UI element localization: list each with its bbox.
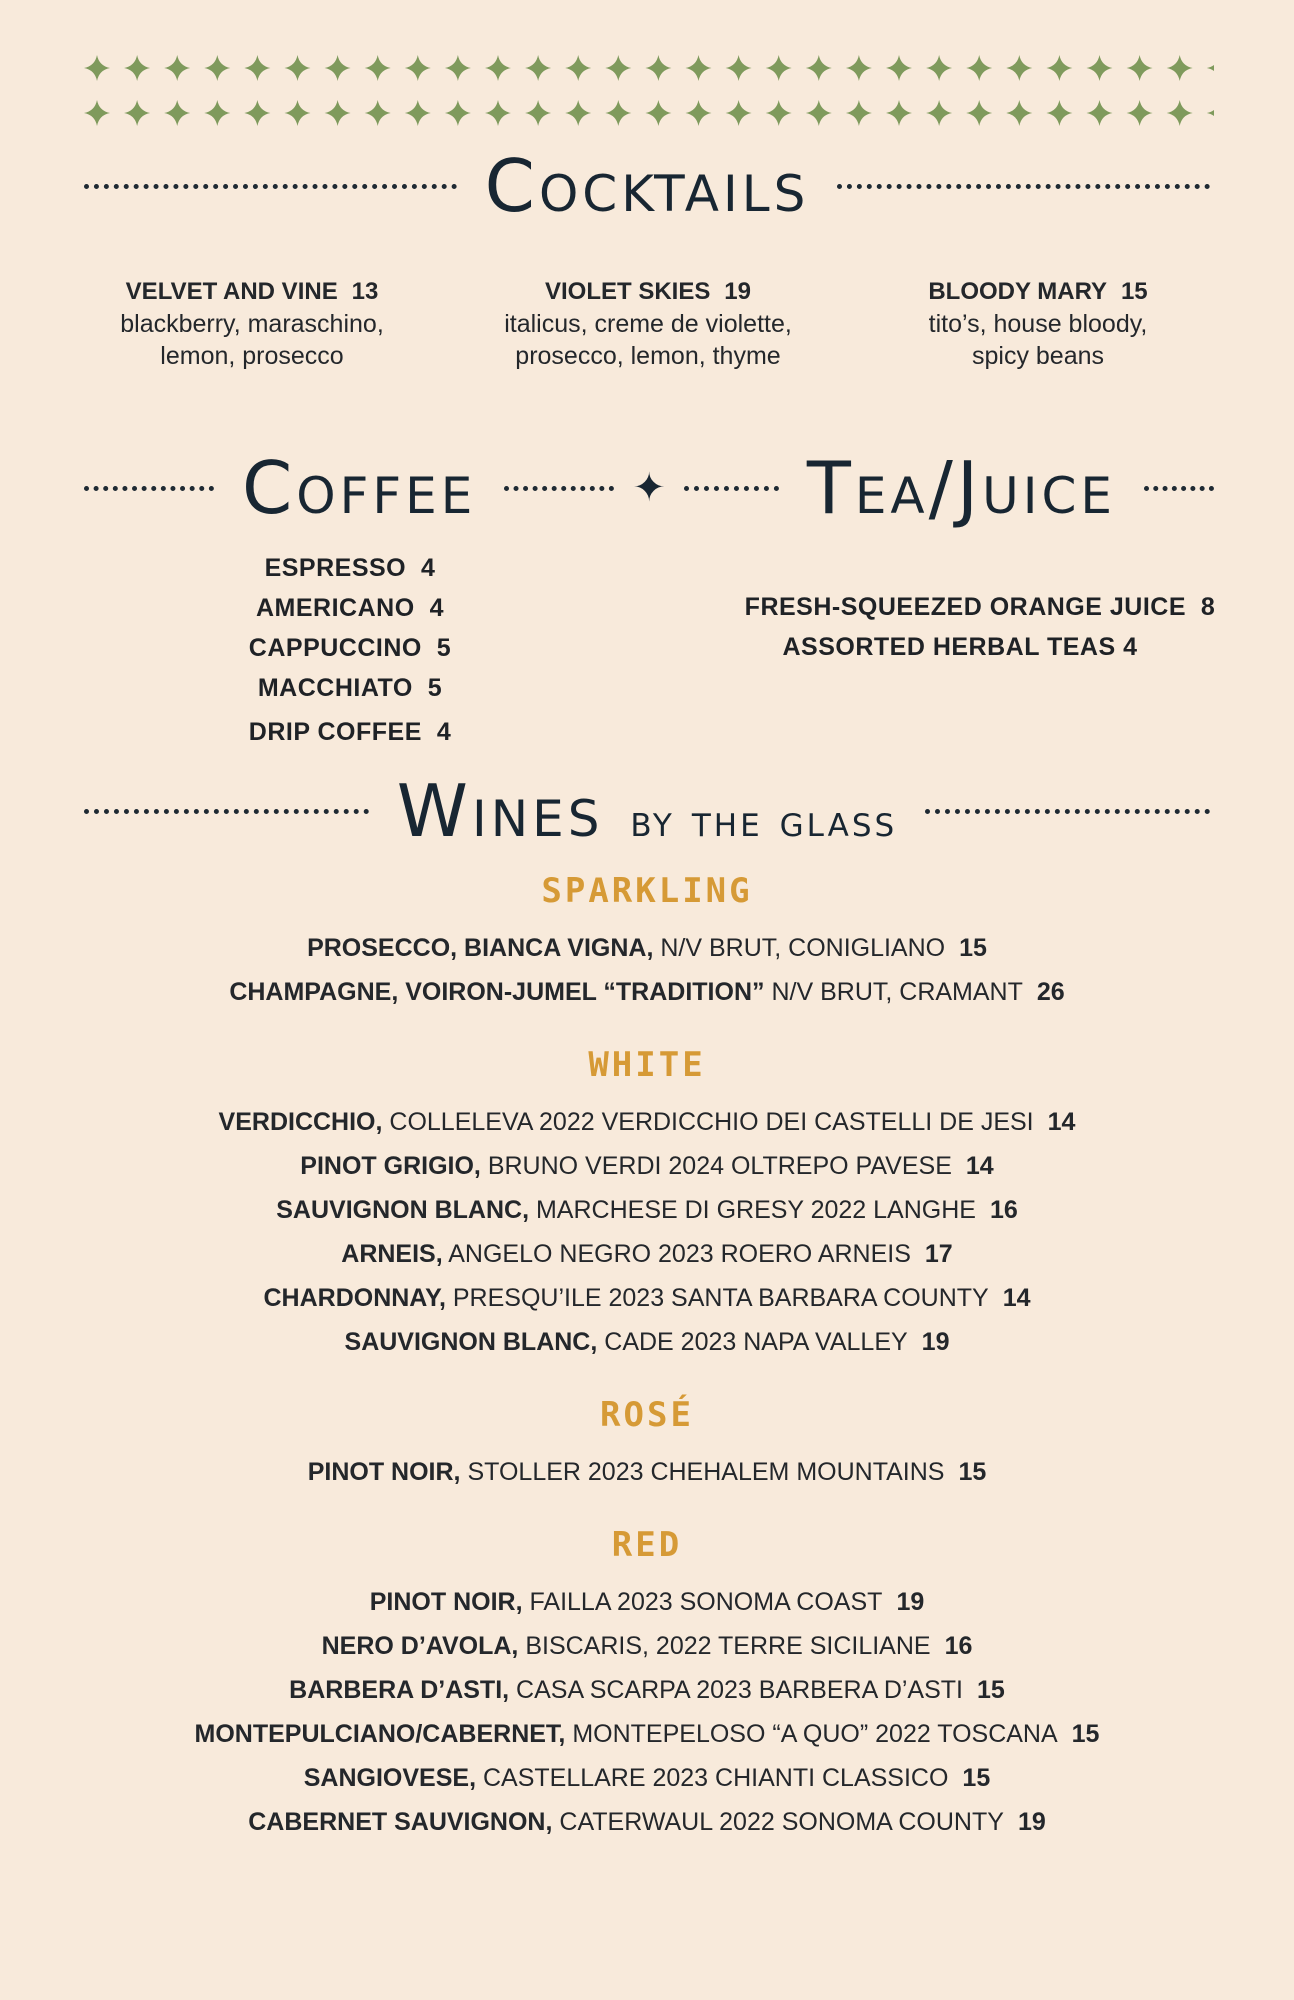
star-icon xyxy=(846,100,872,126)
star-icon xyxy=(1207,100,1214,126)
wines-section-header xyxy=(84,769,1210,853)
star-icon xyxy=(365,55,391,81)
cocktails-section-header xyxy=(84,144,1210,228)
category-white: WHITE xyxy=(588,1045,706,1085)
star-icon xyxy=(1167,55,1193,81)
list-item: SAUVIGNON BLANC, MARCHESE DI GRESY 2022 LANGHE 16 xyxy=(276,1196,1018,1224)
cocktail-item xyxy=(878,275,1198,372)
dotted-rule xyxy=(837,184,1210,189)
star-icon xyxy=(485,55,511,81)
star-icon xyxy=(846,55,872,81)
star-icon xyxy=(244,100,270,126)
coffee-list xyxy=(200,548,500,752)
star-icon xyxy=(164,55,190,81)
tea-juice-list xyxy=(700,587,1260,667)
star-icon xyxy=(244,55,270,81)
star-icon xyxy=(164,100,190,126)
list-item: FRESH-SQUEEZED ORANGE JUICE 8 xyxy=(744,593,1216,621)
star-icon xyxy=(726,100,752,126)
star-icon xyxy=(645,55,671,81)
star-icon xyxy=(525,100,551,126)
coffee-tea-section-header xyxy=(84,446,1210,530)
star-icon xyxy=(1087,100,1113,126)
sparkle-icon: ✦ xyxy=(632,466,666,510)
star-icon xyxy=(285,55,311,81)
list-item: PINOT GRIGIO, BRUNO VERDI 2024 OLTREPO PAVESE 14 xyxy=(300,1152,994,1180)
list-item: CHAMPAGNE, VOIRON-JUMEL “TRADITION” N/V BRUT, CRAMANT 26 xyxy=(229,978,1065,1006)
star-icon xyxy=(726,55,752,81)
cocktail-item xyxy=(92,275,412,372)
star-icon xyxy=(1127,55,1153,81)
star-icon xyxy=(485,100,511,126)
list-item: CAPPUCCINO 5 xyxy=(248,634,452,662)
cocktail-price: 19 xyxy=(724,278,751,305)
star-icon xyxy=(886,100,912,126)
star-icon xyxy=(1087,55,1113,81)
star-icon xyxy=(285,100,311,126)
star-icon xyxy=(325,100,351,126)
list-item: SAUVIGNON BLANC, CADE 2023 NAPA VALLEY 19 xyxy=(344,1328,950,1356)
cocktail-ingredients: lemon, prosecco xyxy=(160,342,344,370)
star-icon xyxy=(605,100,631,126)
wines-subheading: by the glass xyxy=(630,796,898,847)
star-icon xyxy=(766,55,792,81)
category-sparkling: SPARKLING xyxy=(541,871,753,911)
star-icon xyxy=(405,100,431,126)
star-icon xyxy=(565,55,591,81)
cocktail-price: 15 xyxy=(1120,278,1148,305)
star-icon xyxy=(124,100,150,126)
star-icon xyxy=(806,55,832,81)
star-icon xyxy=(84,55,110,81)
list-item: VERDICCHIO, COLLELEVA 2022 VERDICCHIO DEI CASTELLI DE JESI 14 xyxy=(218,1108,1076,1136)
list-item: MACCHIATO 5 xyxy=(257,674,443,702)
dotted-rule xyxy=(684,486,779,491)
cocktail-name: VELVET AND VINE xyxy=(125,278,338,305)
star-icon xyxy=(966,100,992,126)
cocktail-ingredients: spicy beans xyxy=(971,342,1105,370)
star-icon xyxy=(1006,55,1032,81)
list-item: SANGIOVESE, CASTELLARE 2023 CHIANTI CLASSICO 15 xyxy=(303,1764,991,1792)
star-icon xyxy=(886,55,912,81)
list-item: ESPRESSO 4 xyxy=(264,554,436,582)
list-item: BARBERA D’ASTI, CASA SCARPA 2023 BARBERA D’ASTI 15 xyxy=(289,1676,1005,1704)
cocktail-ingredients: italicus, creme de violette, xyxy=(504,310,792,338)
list-item: CHARDONNAY, PRESQU’ILE 2023 SANTA BARBARA COUNTY 14 xyxy=(263,1284,1031,1312)
star-border-decoration xyxy=(82,48,1214,138)
tea-juice-heading: Tea/Juice xyxy=(806,446,1116,530)
star-icon xyxy=(124,55,150,81)
cocktail-ingredients: blackberry, maraschino, xyxy=(120,310,384,338)
wine-list xyxy=(0,860,1294,1844)
dotted-rule xyxy=(84,809,369,814)
cocktail-ingredients: prosecco, lemon, thyme xyxy=(515,342,781,370)
list-item: PINOT NOIR, STOLLER 2023 CHEHALEM MOUNTAINS 15 xyxy=(307,1458,987,1486)
dotted-rule xyxy=(84,184,457,189)
star-icon xyxy=(766,100,792,126)
list-item: PROSECCO, BIANCA VIGNA, N/V BRUT, CONIGLIANO 15 xyxy=(307,934,987,962)
list-item: CABERNET SAUVIGNON, CATERWAUL 2022 SONOMA COUNTY 19 xyxy=(248,1808,1046,1836)
list-item: NERO D’AVOLA, BISCARIS, 2022 TERRE SICILIANE 16 xyxy=(321,1632,973,1660)
star-icon xyxy=(686,55,712,81)
list-item: MONTEPULCIANO/CABERNET, MONTEPELOSO “A QUO” 2022 TOSCANA 15 xyxy=(194,1720,1100,1748)
star-icon xyxy=(806,100,832,126)
wines-heading: Wines by the glass xyxy=(396,769,898,853)
list-item: PINOT NOIR, FAILLA 2023 SONOMA COAST 19 xyxy=(369,1588,925,1616)
star-icon xyxy=(204,55,230,81)
list-item: DRIP COFFEE 4 xyxy=(248,718,452,746)
cocktail-item xyxy=(488,275,808,372)
star-icon xyxy=(686,100,712,126)
star-pattern-icon xyxy=(82,48,1214,138)
star-icon xyxy=(325,55,351,81)
star-icon xyxy=(445,100,471,126)
star-icon xyxy=(365,100,391,126)
cocktail-ingredients: tito’s, house bloody, xyxy=(928,310,1148,338)
star-icon xyxy=(204,100,230,126)
dotted-rule xyxy=(1144,486,1214,491)
list-item: AMERICANO 4 xyxy=(256,594,444,622)
star-icon xyxy=(525,55,551,81)
star-icon xyxy=(565,100,591,126)
star-icon xyxy=(405,55,431,81)
star-icon xyxy=(1006,100,1032,126)
dotted-rule xyxy=(84,486,214,491)
cocktails-heading: Cocktails xyxy=(484,144,810,228)
coffee-heading: Coffee xyxy=(242,446,477,530)
star-icon xyxy=(1167,100,1193,126)
category-red: RED xyxy=(611,1525,683,1565)
star-icon xyxy=(84,100,110,126)
star-icon xyxy=(445,55,471,81)
star-icon xyxy=(966,55,992,81)
dotted-rule xyxy=(504,486,614,491)
star-icon xyxy=(1046,100,1072,126)
cocktail-name: VIOLET SKIES xyxy=(545,278,711,305)
star-icon xyxy=(926,100,952,126)
category-rose: ROSÉ xyxy=(600,1395,694,1435)
star-icon xyxy=(645,100,671,126)
star-icon xyxy=(1127,100,1153,126)
cocktail-name: BLOODY MARY xyxy=(928,278,1108,305)
star-icon xyxy=(1046,55,1072,81)
star-icon xyxy=(1207,55,1214,81)
star-icon xyxy=(605,55,631,81)
cocktail-price: 13 xyxy=(351,278,379,305)
list-item: ASSORTED HERBAL TEAS 4 xyxy=(782,633,1138,661)
dotted-rule xyxy=(925,809,1210,814)
star-icon xyxy=(926,55,952,81)
list-item: ARNEIS, ANGELO NEGRO 2023 ROERO ARNEIS 17 xyxy=(341,1240,953,1268)
